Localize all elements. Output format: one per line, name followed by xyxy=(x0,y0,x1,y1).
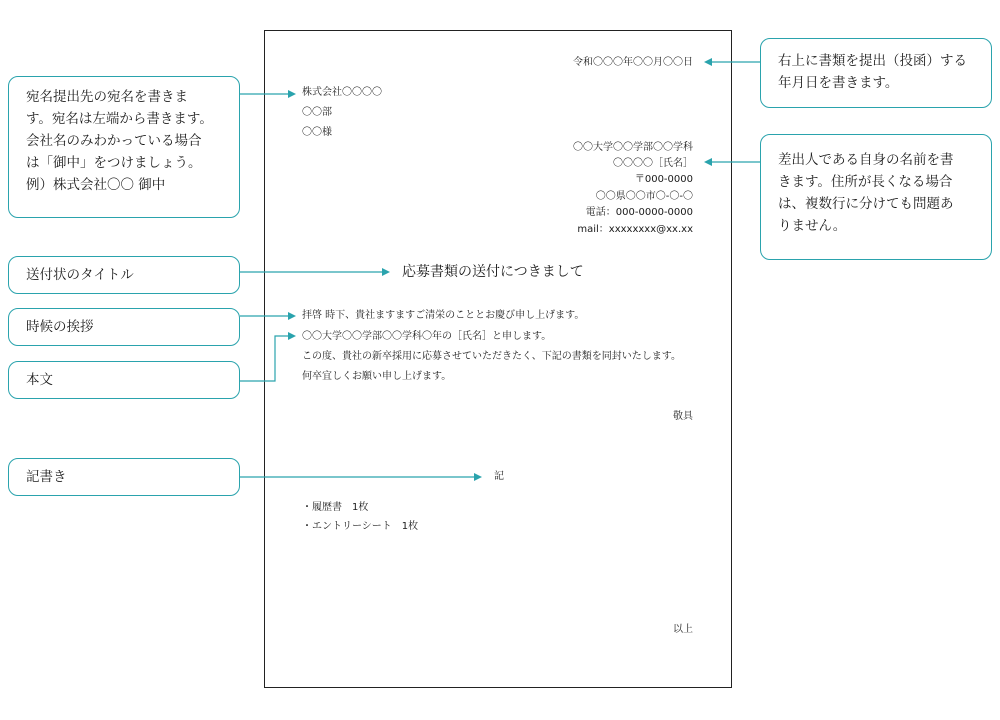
callout-greeting xyxy=(8,308,240,346)
sender-postal-code: 〒000-0000 xyxy=(634,174,693,185)
closing-ijo: 以上 xyxy=(673,624,693,635)
closing-keigu: 敬具 xyxy=(673,411,693,422)
recipient-company: 株式会社〇〇〇〇 xyxy=(302,87,382,98)
sender-address: 〇〇県〇〇市〇-〇-〇 xyxy=(595,191,693,202)
callout-label: 記書き xyxy=(26,469,67,485)
callout-title xyxy=(8,256,240,294)
body-line: 何卒宜しくお願い申し上げます。 xyxy=(302,371,452,382)
enclosure-item: ・履歴書 1枚 xyxy=(302,502,369,513)
recipient-department: 〇〇部 xyxy=(302,107,332,118)
enclosure-item: ・エントリーシート 1枚 xyxy=(302,521,419,532)
ki-heading: 記 xyxy=(494,471,504,482)
letter-date: 令和〇〇〇年〇〇月〇〇日 xyxy=(573,57,693,68)
callout-line: 年月日を書きます。 xyxy=(778,75,899,91)
sender-phone: 電話：000-0000-0000 xyxy=(585,207,693,218)
body-line: 〇〇大学〇〇学部〇〇学科〇年の［氏名］と申します。 xyxy=(302,331,552,342)
callout-sender xyxy=(760,134,992,260)
callout-line: 右上に書類を提出（投函）する xyxy=(778,53,967,69)
callout-line: は、複数行に分けても問題あ xyxy=(778,196,954,212)
body-line: この度、貴社の新卒採用に応募させていただきたく、下記の書類を同封いたします。 xyxy=(302,351,681,362)
callout-line: 例）株式会社〇〇 御中 xyxy=(26,177,166,193)
callout-label: 本文 xyxy=(26,372,53,388)
callout-ki xyxy=(8,458,240,496)
sender-affiliation: 〇〇大学〇〇学部〇〇学科 xyxy=(573,142,693,153)
callout-date xyxy=(760,38,992,108)
sender-name: 〇〇〇〇［氏名］ xyxy=(613,158,693,169)
cover-letter-sheet xyxy=(264,30,732,688)
callout-recipient xyxy=(8,76,240,218)
callout-body xyxy=(8,361,240,399)
callout-label: 送付状のタイトル xyxy=(26,267,134,283)
callout-label: 時候の挨拶 xyxy=(26,319,94,335)
callout-line: きます。住所が長くなる場合 xyxy=(778,174,953,190)
callout-line: りません。 xyxy=(778,218,847,234)
seasonal-greeting: 拝啓 時下、貴社ますますご清栄のこととお慶び申し上げます。 xyxy=(302,310,585,321)
callout-line: す。宛名は左端から書きます。 xyxy=(26,111,213,127)
recipient-person: 〇〇様 xyxy=(302,127,332,138)
letter-title: 応募書類の送付につきまして xyxy=(402,264,584,280)
callout-line: 差出人である自身の名前を書 xyxy=(778,152,954,168)
callout-line: は「御中」をつけましょう。 xyxy=(26,155,202,171)
callout-line: 会社名のみわかっている場合 xyxy=(26,133,202,149)
sender-email: mail：xxxxxxxx@xx.xx xyxy=(577,224,693,235)
callout-line: 宛名提出先の宛名を書きま xyxy=(26,89,188,105)
